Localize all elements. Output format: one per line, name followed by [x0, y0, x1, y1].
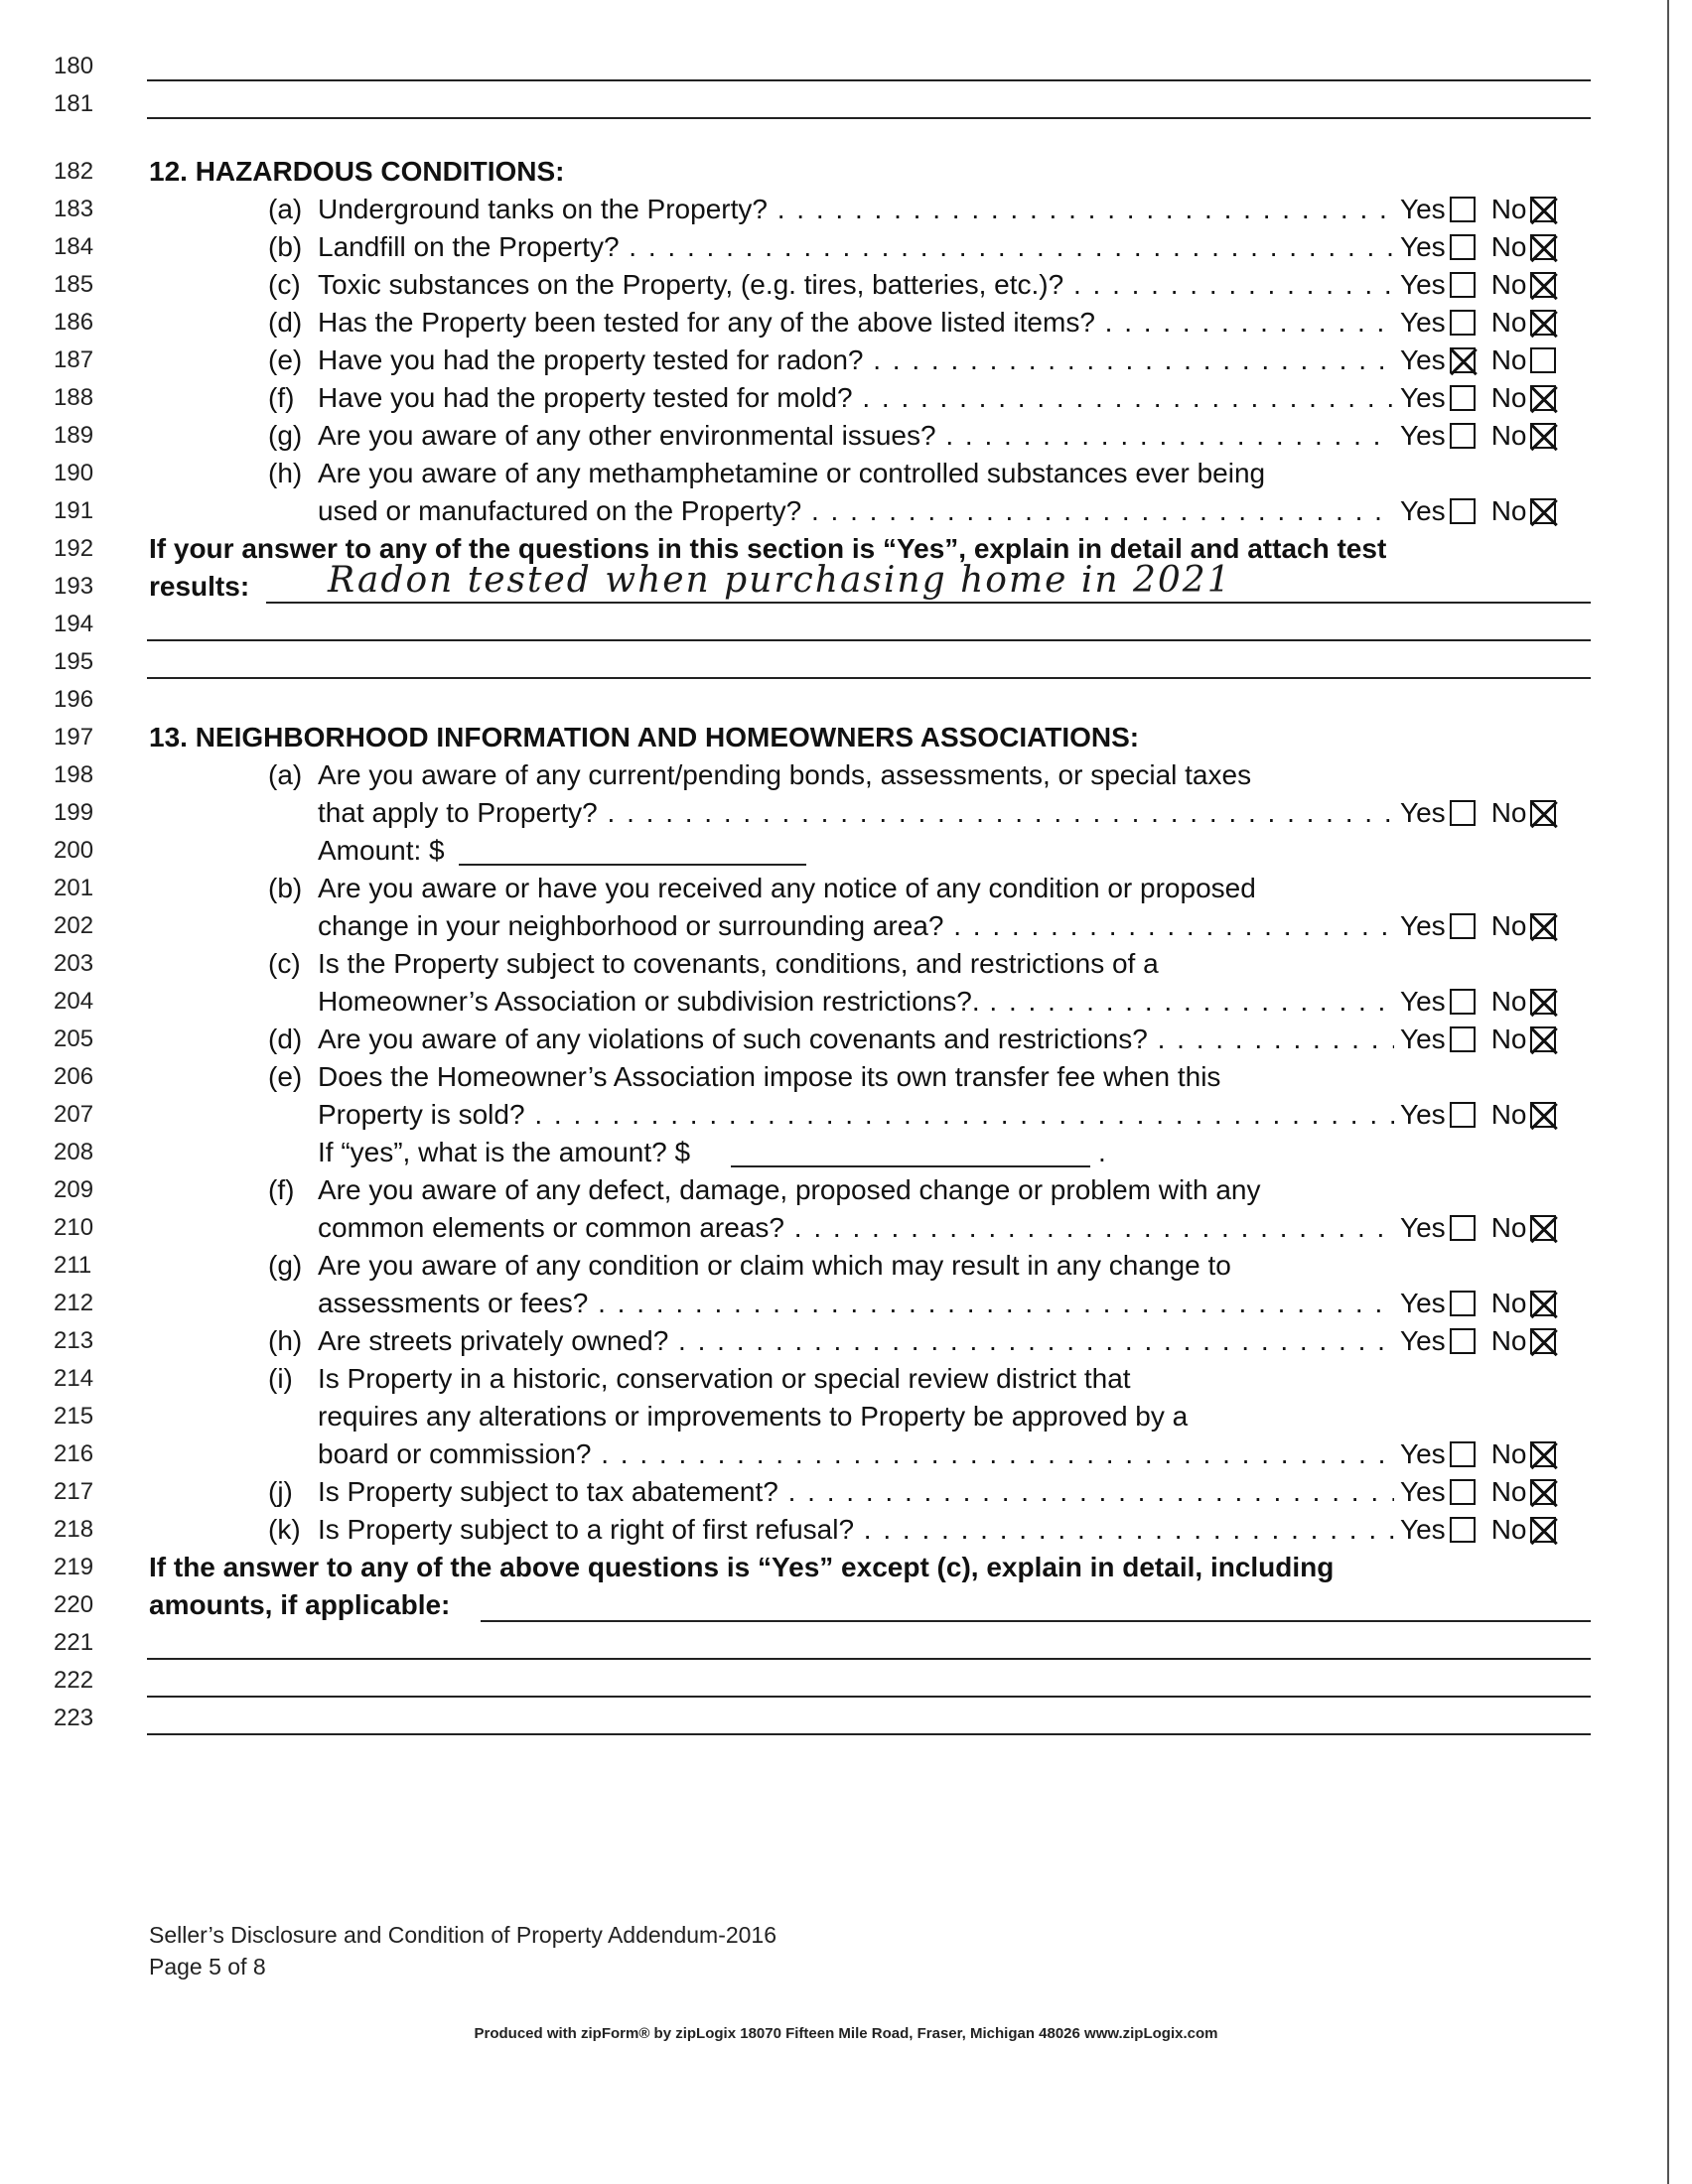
no-checkbox[interactable] [1530, 234, 1556, 260]
line-number: 188 [54, 384, 94, 411]
yes-label: Yes [1400, 269, 1446, 300]
question-13e-cont [0, 1096, 1692, 1134]
no-checkbox[interactable] [1530, 1215, 1556, 1241]
yes-no-group [1400, 1473, 1572, 1511]
yes-checkbox[interactable] [1450, 272, 1476, 298]
line-number: 186 [54, 309, 94, 336]
explain-line-193 [0, 560, 1692, 606]
yes-label: Yes [1400, 1212, 1446, 1243]
line-number: 193 [54, 573, 94, 600]
yes-no-group [1400, 492, 1572, 530]
line-number: 220 [54, 1591, 94, 1618]
yes-label: Yes [1400, 307, 1446, 338]
yes-checkbox[interactable] [1450, 1441, 1476, 1467]
line-number: 209 [54, 1176, 94, 1203]
line-number: 211 [54, 1252, 92, 1279]
question-13b [0, 870, 1692, 907]
question-text-continued: that apply to Property? . . . [318, 794, 1394, 832]
yes-label: Yes [1400, 1438, 1446, 1469]
line-number: 210 [54, 1214, 94, 1241]
yes-checkbox[interactable] [1450, 385, 1476, 411]
question-letter: (b) [268, 231, 303, 262]
question-letter: (a) [268, 194, 303, 224]
line-number: 200 [54, 837, 94, 864]
yes-checkbox[interactable] [1450, 1215, 1476, 1241]
line-number: 199 [54, 799, 94, 826]
yes-no-group [1400, 983, 1572, 1021]
blank-rule-194[interactable] [147, 639, 1591, 641]
no-checkbox[interactable] [1530, 1102, 1556, 1128]
no-checkbox[interactable] [1530, 498, 1556, 524]
no-label: No [1490, 1476, 1527, 1507]
blank-rule-222[interactable] [147, 1696, 1591, 1698]
yes-checkbox[interactable] [1450, 498, 1476, 524]
yes-checkbox[interactable] [1450, 1517, 1476, 1543]
form-line-195 [0, 643, 1692, 681]
yes-checkbox[interactable] [1450, 913, 1476, 939]
yes-no-group [1400, 266, 1572, 304]
no-checkbox[interactable] [1530, 310, 1556, 336]
no-label: No [1490, 269, 1527, 300]
line-number: 185 [54, 271, 94, 298]
yes-label: Yes [1400, 344, 1446, 375]
yes-label: Yes [1400, 1288, 1446, 1318]
question-letter: (e) [268, 1061, 303, 1092]
line-number: 195 [54, 648, 94, 675]
line-number: 221 [54, 1629, 94, 1656]
question-13d [0, 1021, 1692, 1058]
line-number: 217 [54, 1478, 94, 1505]
yes-no-group [1400, 1209, 1572, 1247]
question-text: Are you aware of any defect, damage, proposed change or problem with any [318, 1174, 1261, 1205]
yes-checkbox[interactable] [1450, 1102, 1476, 1128]
yes-checkbox[interactable] [1450, 347, 1476, 373]
question-letter: (h) [268, 1325, 303, 1356]
question-13h [0, 1322, 1692, 1360]
question-13f-cont [0, 1209, 1692, 1247]
line-number: 206 [54, 1063, 94, 1090]
yes-checkbox[interactable] [1450, 310, 1476, 336]
question-13a [0, 756, 1692, 794]
question-text: Are you aware of any current/pending bonds, assessments, or special taxes [318, 759, 1252, 790]
question-12e [0, 341, 1692, 379]
question-13g [0, 1247, 1692, 1285]
blank-rule-195[interactable] [147, 677, 1591, 679]
question-12c [0, 266, 1692, 304]
yes-checkbox[interactable] [1450, 1479, 1476, 1505]
no-label: No [1490, 1325, 1527, 1356]
no-label: No [1490, 797, 1527, 828]
yes-label: Yes [1400, 910, 1446, 941]
yes-checkbox[interactable] [1450, 1291, 1476, 1316]
line-number: 213 [54, 1327, 94, 1354]
question-13j [0, 1473, 1692, 1511]
transfer-fee-period: . [1098, 1137, 1106, 1167]
yes-label: Yes [1400, 1325, 1446, 1356]
yes-label: Yes [1400, 1476, 1446, 1507]
no-label: No [1490, 910, 1527, 941]
yes-no-group [1400, 1285, 1572, 1322]
line-number: 215 [54, 1403, 94, 1430]
line-number: 191 [54, 497, 94, 524]
no-checkbox[interactable] [1530, 272, 1556, 298]
question-letter: (b) [268, 873, 303, 903]
explain-instructions: If your answer to any of the questions in this section is “Yes”, explain in detail and attach test [149, 533, 1387, 564]
question-letter: (d) [268, 307, 303, 338]
yes-checkbox[interactable] [1450, 1328, 1476, 1354]
question-text: Is Property in a historic, conservation or special review district that [318, 1363, 1131, 1394]
form-line-182 [0, 153, 1692, 191]
question-12h-cont [0, 492, 1692, 530]
yes-label: Yes [1400, 382, 1446, 413]
question-13i [0, 1360, 1692, 1398]
question-letter: (d) [268, 1024, 303, 1054]
question-text: Have you had the property tested for radon? . . . [318, 341, 1394, 379]
transfer-fee-input-line[interactable] [731, 1165, 1090, 1167]
yes-no-group [1400, 379, 1572, 417]
yes-label: Yes [1400, 1514, 1446, 1545]
yes-label: Yes [1400, 1024, 1446, 1054]
question-letter: (c) [268, 948, 301, 979]
yes-label: Yes [1400, 797, 1446, 828]
amounts-label: amounts, if applicable: [149, 1589, 451, 1620]
question-text: Has the Property been tested for any of the above listed items? . . . [318, 304, 1394, 341]
no-checkbox[interactable] [1530, 1291, 1556, 1316]
amount-input-line[interactable] [459, 864, 806, 866]
question-text-continued: Homeowner’s Association or subdivision restrictions?. . . . [318, 983, 1394, 1021]
question-13e [0, 1058, 1692, 1096]
handwritten-answer[interactable]: Radon tested when purchasing home in 2021 [328, 560, 1232, 601]
yes-label: Yes [1400, 495, 1446, 526]
yes-no-group [1400, 1435, 1572, 1473]
no-label: No [1490, 231, 1527, 262]
line-number: 208 [54, 1139, 94, 1165]
line-number: 194 [54, 611, 94, 637]
line-number: 180 [54, 53, 94, 79]
question-13g-cont [0, 1285, 1692, 1322]
yes-no-group [1400, 794, 1572, 832]
form-line-223 [0, 1700, 1692, 1737]
yes-no-group [1400, 417, 1572, 455]
no-label: No [1490, 307, 1527, 338]
question-letter: (h) [268, 458, 303, 488]
question-letter: (c) [268, 269, 301, 300]
question-13c-cont [0, 983, 1692, 1021]
question-13k [0, 1511, 1692, 1549]
question-text-continued: requires any alterations or improvements to Property be approved by a [318, 1401, 1189, 1432]
question-13a-cont [0, 794, 1692, 832]
no-checkbox[interactable] [1530, 1026, 1556, 1052]
question-13c [0, 945, 1692, 983]
no-checkbox[interactable] [1530, 1441, 1556, 1467]
question-text: Have you had the property tested for mold? . . . [318, 379, 1394, 417]
yes-no-group [1400, 191, 1572, 228]
form-line-222 [0, 1662, 1692, 1700]
question-12h [0, 455, 1692, 492]
no-checkbox[interactable] [1530, 1328, 1556, 1354]
question-text: Are you aware of any violations of such covenants and restrictions? . . . [318, 1021, 1394, 1058]
question-12d [0, 304, 1692, 341]
line-number: 198 [54, 761, 94, 788]
explain-line-220 [0, 1586, 1692, 1624]
blank-rule-180[interactable] [147, 79, 1591, 81]
no-label: No [1490, 420, 1527, 451]
line-number: 202 [54, 912, 94, 939]
blank-rule-181[interactable] [147, 117, 1591, 119]
yes-no-group [1400, 1322, 1572, 1360]
line-number: 207 [54, 1101, 94, 1128]
line-number: 203 [54, 950, 94, 977]
produced-by-footer: Produced with zipForm® by zipLogix 18070 Fifteen Mile Road, Fraser, Michigan 48026 www.zipLogix.com [474, 2025, 1218, 2042]
question-12a [0, 191, 1692, 228]
question-letter: (f) [268, 1174, 295, 1205]
yes-no-group [1400, 1511, 1572, 1549]
question-13i-cont-2 [0, 1435, 1692, 1473]
no-checkbox[interactable] [1530, 800, 1556, 826]
no-label: No [1490, 1024, 1527, 1054]
question-12g [0, 417, 1692, 455]
yes-checkbox[interactable] [1450, 234, 1476, 260]
no-label: No [1490, 382, 1527, 413]
yes-checkbox[interactable] [1450, 1026, 1476, 1052]
yes-label: Yes [1400, 231, 1446, 262]
no-label: No [1490, 1514, 1527, 1545]
question-letter: (f) [268, 382, 295, 413]
question-text-continued: assessments or fees? . . . [318, 1285, 1394, 1322]
results-fill-line[interactable] [266, 602, 1591, 604]
yes-checkbox[interactable] [1450, 423, 1476, 449]
question-text-continued: Property is sold? . . . [318, 1096, 1394, 1134]
question-text: Are streets privately owned? . . . [318, 1322, 1394, 1360]
line-number: 190 [54, 460, 94, 486]
yes-checkbox[interactable] [1450, 197, 1476, 222]
yes-no-group [1400, 1021, 1572, 1058]
question-13b-cont [0, 907, 1692, 945]
line-number: 192 [54, 535, 94, 562]
form-line-197 [0, 719, 1692, 756]
blank-rule-221[interactable] [147, 1658, 1591, 1660]
no-label: No [1490, 1288, 1527, 1318]
question-letter: (e) [268, 344, 303, 375]
line-number: 214 [54, 1365, 94, 1392]
yes-no-group [1400, 341, 1572, 379]
line-number: 196 [54, 686, 94, 713]
yes-no-group [1400, 907, 1572, 945]
footer-page-number: Page 5 of 8 [149, 1954, 266, 1979]
line-number: 204 [54, 988, 94, 1015]
question-text: Toxic substances on the Property, (e.g. tires, batteries, etc.)? . . . [318, 266, 1394, 304]
question-13i-cont [0, 1398, 1692, 1435]
form-line-194 [0, 606, 1692, 643]
question-letter: (i) [268, 1363, 293, 1394]
question-12b [0, 228, 1692, 266]
question-text: Underground tanks on the Property? . . . [318, 191, 1394, 228]
question-letter: (j) [268, 1476, 293, 1507]
question-letter: (g) [268, 420, 303, 451]
line-number: 201 [54, 875, 94, 901]
question-letter: (a) [268, 759, 303, 790]
line-number: 197 [54, 724, 94, 751]
results-label: results: [149, 571, 250, 602]
no-checkbox[interactable] [1530, 347, 1556, 373]
question-text: Are you aware of any methamphetamine or controlled substances ever being [318, 458, 1266, 488]
no-checkbox[interactable] [1530, 1517, 1556, 1543]
no-checkbox[interactable] [1530, 197, 1556, 222]
yes-checkbox[interactable] [1450, 989, 1476, 1015]
line-number: 184 [54, 233, 94, 260]
question-text-continued: change in your neighborhood or surrounding area? . . . [318, 907, 1394, 945]
question-text: Are you aware of any other environmental issues? . . . [318, 417, 1394, 455]
yes-label: Yes [1400, 194, 1446, 224]
transfer-fee-label: If “yes”, what is the amount? $ [318, 1137, 691, 1167]
amounts-fill-line[interactable] [481, 1620, 1591, 1622]
question-text: Is Property subject to tax abatement? . . . [318, 1473, 1394, 1511]
no-checkbox[interactable] [1530, 1479, 1556, 1505]
no-checkbox[interactable] [1530, 423, 1556, 449]
yes-checkbox[interactable] [1450, 800, 1476, 826]
question-12f [0, 379, 1692, 417]
explain-instructions: If the answer to any of the above questions is “Yes” except (c), explain in detail, including [149, 1552, 1335, 1582]
form-line-221 [0, 1624, 1692, 1662]
no-checkbox[interactable] [1530, 989, 1556, 1015]
yes-label: Yes [1400, 986, 1446, 1017]
line-number: 218 [54, 1516, 94, 1543]
question-text-continued: common elements or common areas? . . . [318, 1209, 1394, 1247]
no-label: No [1490, 986, 1527, 1017]
no-label: No [1490, 194, 1527, 224]
amount-line-200 [0, 832, 1692, 870]
yes-no-group [1400, 228, 1572, 266]
line-number: 182 [54, 158, 94, 185]
question-letter: (k) [268, 1514, 301, 1545]
question-letter: (g) [268, 1250, 303, 1281]
line-number: 183 [54, 196, 94, 222]
explain-line-219 [0, 1549, 1692, 1586]
line-number: 187 [54, 346, 94, 373]
no-label: No [1490, 495, 1527, 526]
form-line-196 [0, 681, 1692, 719]
line-number: 216 [54, 1440, 94, 1467]
question-text: Is the Property subject to covenants, conditions, and restrictions of a [318, 948, 1159, 979]
line-number: 212 [54, 1290, 94, 1316]
yes-no-group [1400, 304, 1572, 341]
question-text: Does the Homeowner’s Association impose its own transfer fee when this [318, 1061, 1221, 1092]
blank-rule-223[interactable] [147, 1733, 1591, 1735]
yes-label: Yes [1400, 1099, 1446, 1130]
line-number: 219 [54, 1554, 94, 1580]
no-checkbox[interactable] [1530, 913, 1556, 939]
amount-label: Amount: $ [318, 835, 445, 866]
line-number: 181 [54, 90, 94, 117]
footer-title: Seller’s Disclosure and Condition of Property Addendum-2016 [149, 1922, 777, 1948]
question-13f [0, 1171, 1692, 1209]
no-label: No [1490, 1438, 1527, 1469]
question-text: Are you aware or have you received any notice of any condition or proposed [318, 873, 1256, 903]
question-text: Is Property subject to a right of first refusal? . . . [318, 1511, 1394, 1549]
yes-label: Yes [1400, 420, 1446, 451]
line-number: 205 [54, 1025, 94, 1052]
line-number: 222 [54, 1667, 94, 1694]
line-number: 189 [54, 422, 94, 449]
question-text: Are you aware of any condition or claim which may result in any change to [318, 1250, 1231, 1281]
question-text: Landfill on the Property? . . . [318, 228, 1394, 266]
yes-no-group [1400, 1096, 1572, 1134]
no-label: No [1490, 1099, 1527, 1130]
section-12-heading: 12. HAZARDOUS CONDITIONS: [149, 156, 565, 187]
question-text-continued: board or commission? . . . [318, 1435, 1394, 1473]
line-number: 223 [54, 1705, 94, 1731]
no-label: No [1490, 1212, 1527, 1243]
no-label: No [1490, 344, 1527, 375]
section-13-heading: 13. NEIGHBORHOOD INFORMATION AND HOMEOWNERS ASSOCIATIONS: [149, 722, 1140, 752]
no-checkbox[interactable] [1530, 385, 1556, 411]
question-text-continued: used or manufactured on the Property? . . . [318, 492, 1394, 530]
